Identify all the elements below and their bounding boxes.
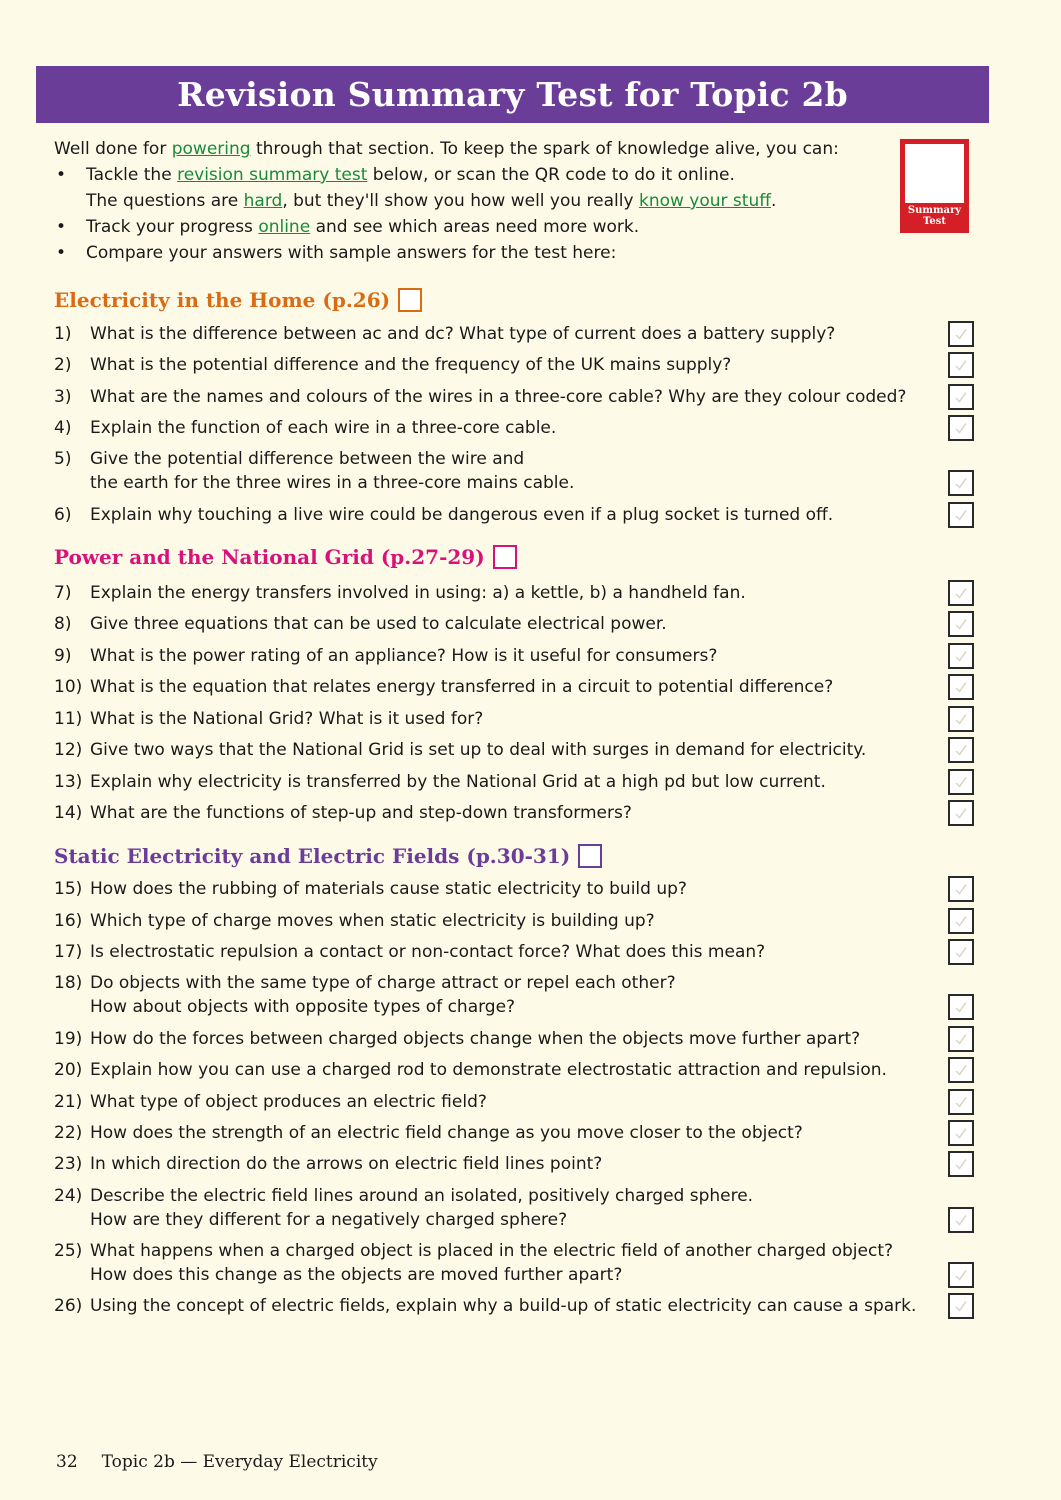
- tick-icon: [953, 742, 969, 758]
- question-number: 13): [54, 772, 83, 792]
- question-text: What happens when a charged object is placed in the electric field of another charged object? How does this change as the objects are moved further apart?: [90, 1241, 894, 1285]
- question-text: Is electrostatic repulsion a contact or non-contact force? What does this mean?: [90, 942, 766, 962]
- question-row: [54, 353, 934, 377]
- question-checkbox[interactable]: [948, 470, 974, 496]
- section-title: [54, 288, 422, 312]
- question-text: What is the difference between ac and dc? What type of current does a battery supply?: [90, 324, 836, 344]
- tick-icon: [953, 913, 969, 929]
- question-row: [54, 385, 934, 409]
- question-checkbox[interactable]: [948, 415, 974, 441]
- question-checkbox[interactable]: [948, 580, 974, 606]
- bullet-text: Tackle the: [86, 165, 178, 185]
- question-checkbox[interactable]: [948, 321, 974, 347]
- bullet-text: , but they'll show you how well you really: [282, 191, 639, 211]
- bullet-text: The questions are: [86, 191, 244, 211]
- question-text: Explain why electricity is transferred by the National Grid at a high pd but low current.: [90, 772, 826, 792]
- question-number: 24): [54, 1186, 83, 1206]
- tick-icon: [953, 648, 969, 664]
- question-text: What are the names and colours of the wires in a three-core cable? Why are they colour coded?: [90, 387, 907, 407]
- question-number: 20): [54, 1060, 83, 1080]
- question-text: Describe the electric field lines around an isolated, positively charged sphere. How are they different for a negatively charged sphere?: [90, 1186, 754, 1230]
- tick-icon: [953, 999, 969, 1015]
- question-row: [54, 1184, 934, 1232]
- question-number: 10): [54, 677, 83, 697]
- tick-icon: [953, 1062, 969, 1078]
- question-number: 6): [54, 505, 72, 525]
- question-number: 17): [54, 942, 83, 962]
- title-bar: [36, 66, 989, 123]
- intro-list: [54, 162, 904, 266]
- question-row: [54, 909, 934, 933]
- tick-icon: [953, 389, 969, 405]
- question-number: 25): [54, 1241, 83, 1261]
- question-row: [54, 1090, 934, 1114]
- question-text: What type of object produces an electric field?: [90, 1092, 487, 1112]
- question-number: 3): [54, 387, 72, 407]
- question-number: 5): [54, 449, 72, 469]
- question-number: 26): [54, 1296, 83, 1316]
- question-text: Explain how you can use a charged rod to demonstrate electrostatic attraction and repulsion.: [90, 1060, 887, 1080]
- question-row: [54, 770, 934, 794]
- tick-icon: [953, 944, 969, 960]
- question-text: What is the power rating of an appliance? How is it useful for consumers?: [90, 646, 718, 666]
- question-checkbox[interactable]: [948, 939, 974, 965]
- question-checkbox[interactable]: [948, 1207, 974, 1233]
- question-text: How do the forces between charged objects change when the objects move further apart?: [90, 1029, 861, 1049]
- question-row: [54, 447, 934, 495]
- question-row: [54, 581, 934, 605]
- question-text: What is the equation that relates energy transferred in a circuit to potential difference?: [90, 677, 834, 697]
- intro-bullet: [54, 214, 904, 240]
- question-row: [54, 707, 934, 731]
- question-text: In which direction do the arrows on electric field lines point?: [90, 1154, 603, 1174]
- question-row: [54, 503, 934, 527]
- intro: [54, 136, 904, 266]
- tick-icon: [953, 774, 969, 790]
- question-checkbox[interactable]: [948, 1151, 974, 1177]
- question-number: 23): [54, 1154, 83, 1174]
- question-checkbox[interactable]: [948, 706, 974, 732]
- intro-line: [54, 136, 904, 162]
- tick-icon: [953, 1125, 969, 1141]
- question-row: [54, 1027, 934, 1051]
- question-row: [54, 1058, 934, 1082]
- section-title: [54, 844, 602, 868]
- question-number: 19): [54, 1029, 83, 1049]
- question-text: What are the functions of step-up and step-down transformers?: [90, 803, 632, 823]
- question-text: Give two ways that the National Grid is set up to deal with surges in demand for electricity.: [90, 740, 867, 760]
- question-row: [54, 940, 934, 964]
- question-checkbox[interactable]: [948, 994, 974, 1020]
- question-text: Explain the function of each wire in a three-core cable.: [90, 418, 557, 438]
- tick-icon: [953, 616, 969, 632]
- question-text: Explain why touching a live wire could be dangerous even if a plug socket is turned off.: [90, 505, 834, 525]
- question-checkbox[interactable]: [948, 1089, 974, 1115]
- tick-icon: [953, 881, 969, 897]
- intro-text: Well done for: [54, 139, 172, 159]
- section-title-text: Static Electricity and Electric Fields (p.30-31): [54, 844, 571, 868]
- question-number: 1): [54, 324, 72, 344]
- question-checkbox[interactable]: [948, 352, 974, 378]
- tick-icon: [953, 1031, 969, 1047]
- tick-icon: [953, 679, 969, 695]
- question-number: 7): [54, 583, 72, 603]
- tick-icon: [953, 585, 969, 601]
- question-checkbox[interactable]: [948, 1293, 974, 1319]
- question-text: Which type of charge moves when static electricity is building up?: [90, 911, 655, 931]
- question-row: [54, 675, 934, 699]
- footer: [56, 1452, 378, 1472]
- question-row: [54, 644, 934, 668]
- question-checkbox[interactable]: [948, 1262, 974, 1288]
- question-number: 11): [54, 709, 83, 729]
- question-text: Explain the energy transfers involved in using: a) a kettle, b) a handheld fan.: [90, 583, 746, 603]
- bullet-text: Track your progress: [86, 217, 259, 237]
- hard-link[interactable]: hard: [243, 191, 283, 211]
- section-checkbox[interactable]: [493, 545, 517, 569]
- revision-summary-test-link[interactable]: revision summary test: [177, 165, 368, 185]
- question-row: [54, 877, 934, 901]
- footer-topic: Topic 2b — Everyday Electricity: [101, 1452, 378, 1472]
- question-checkbox[interactable]: [948, 643, 974, 669]
- question-text: Give the potential difference between the wire and the earth for the three wires in a three-core mains cable.: [90, 449, 575, 493]
- qr-code-box[interactable]: [900, 139, 969, 233]
- question-number: 8): [54, 614, 72, 634]
- bullet-text: and see which areas need more work.: [310, 217, 640, 237]
- intro-bullet: [54, 162, 904, 188]
- page-number: 32: [56, 1452, 78, 1472]
- question-row: [54, 322, 934, 346]
- question-number: 15): [54, 879, 83, 899]
- qr-code-icon: [905, 144, 964, 203]
- intro-text: through that section. To keep the spark of knowledge alive, you can:: [250, 139, 839, 159]
- question-checkbox[interactable]: [948, 1120, 974, 1146]
- tick-icon: [953, 711, 969, 727]
- question-number: 18): [54, 973, 83, 993]
- question-checkbox[interactable]: [948, 737, 974, 763]
- question-checkbox[interactable]: [948, 674, 974, 700]
- question-checkbox[interactable]: [948, 769, 974, 795]
- question-row: [54, 612, 934, 636]
- tick-icon: [953, 1298, 969, 1314]
- question-row: [54, 416, 934, 440]
- question-text: What is the National Grid? What is it used for?: [90, 709, 484, 729]
- question-row: [54, 738, 934, 762]
- question-row: [54, 801, 934, 825]
- bullet-text: .: [770, 191, 777, 211]
- question-row: [54, 1121, 934, 1145]
- tick-icon: [953, 420, 969, 436]
- section-title: [54, 545, 517, 569]
- tick-icon: [953, 507, 969, 523]
- bullet-icon: •: [56, 217, 67, 237]
- question-checkbox[interactable]: [948, 1026, 974, 1052]
- tick-icon: [953, 1267, 969, 1283]
- question-text: What is the potential difference and the frequency of the UK mains supply?: [90, 355, 732, 375]
- intro-subline: [54, 188, 904, 214]
- question-text: Give three equations that can be used to calculate electrical power.: [90, 614, 667, 634]
- question-number: 21): [54, 1092, 83, 1112]
- section-checkbox[interactable]: [578, 844, 602, 868]
- tick-icon: [953, 1094, 969, 1110]
- tick-icon: [953, 805, 969, 821]
- qr-label: Summary Test: [907, 205, 962, 227]
- question-checkbox[interactable]: [948, 908, 974, 934]
- tick-icon: [953, 475, 969, 491]
- bullet-text: Compare your answers with sample answers for the test here:: [86, 243, 617, 263]
- tick-icon: [953, 326, 969, 342]
- question-text: Using the concept of electric fields, explain why a build-up of static electricity can cause a spark.: [90, 1296, 917, 1316]
- section-title-text: Power and the National Grid (p.27-29): [54, 545, 485, 569]
- section-checkbox[interactable]: [398, 288, 422, 312]
- question-number: 14): [54, 803, 83, 823]
- question-checkbox[interactable]: [948, 876, 974, 902]
- question-number: 9): [54, 646, 72, 666]
- section-title-text: Electricity in the Home (p.26): [54, 288, 391, 312]
- tick-icon: [953, 1212, 969, 1228]
- question-number: 22): [54, 1123, 83, 1143]
- bullet-icon: •: [56, 165, 67, 185]
- know-your-stuff-link[interactable]: know your stuff: [638, 191, 771, 211]
- question-text: Do objects with the same type of charge attract or repel each other? How about objects with opposite types of charge?: [90, 973, 676, 1017]
- question-checkbox[interactable]: [948, 800, 974, 826]
- question-checkbox[interactable]: [948, 384, 974, 410]
- question-number: 2): [54, 355, 72, 375]
- tick-icon: [953, 1156, 969, 1172]
- question-row: [54, 1152, 934, 1176]
- question-row: [54, 971, 934, 1019]
- question-row: [54, 1294, 934, 1318]
- question-number: 12): [54, 740, 83, 760]
- question-text: How does the strength of an electric field change as you move closer to the object?: [90, 1123, 803, 1143]
- question-number: 16): [54, 911, 83, 931]
- online-link[interactable]: online: [258, 217, 311, 237]
- question-row: [54, 1239, 934, 1287]
- question-checkbox[interactable]: [948, 611, 974, 637]
- page-title: Revision Summary Test for Topic 2b: [177, 75, 848, 114]
- bullet-text: below, or scan the QR code to do it online.: [367, 165, 735, 185]
- question-checkbox[interactable]: [948, 1057, 974, 1083]
- question-checkbox[interactable]: [948, 502, 974, 528]
- question-text: How does the rubbing of materials cause static electricity to build up?: [90, 879, 687, 899]
- question-number: 4): [54, 418, 72, 438]
- intro-bullet: [54, 240, 904, 266]
- powering-link[interactable]: powering: [171, 139, 251, 159]
- tick-icon: [953, 357, 969, 373]
- bullet-icon: •: [56, 243, 67, 263]
